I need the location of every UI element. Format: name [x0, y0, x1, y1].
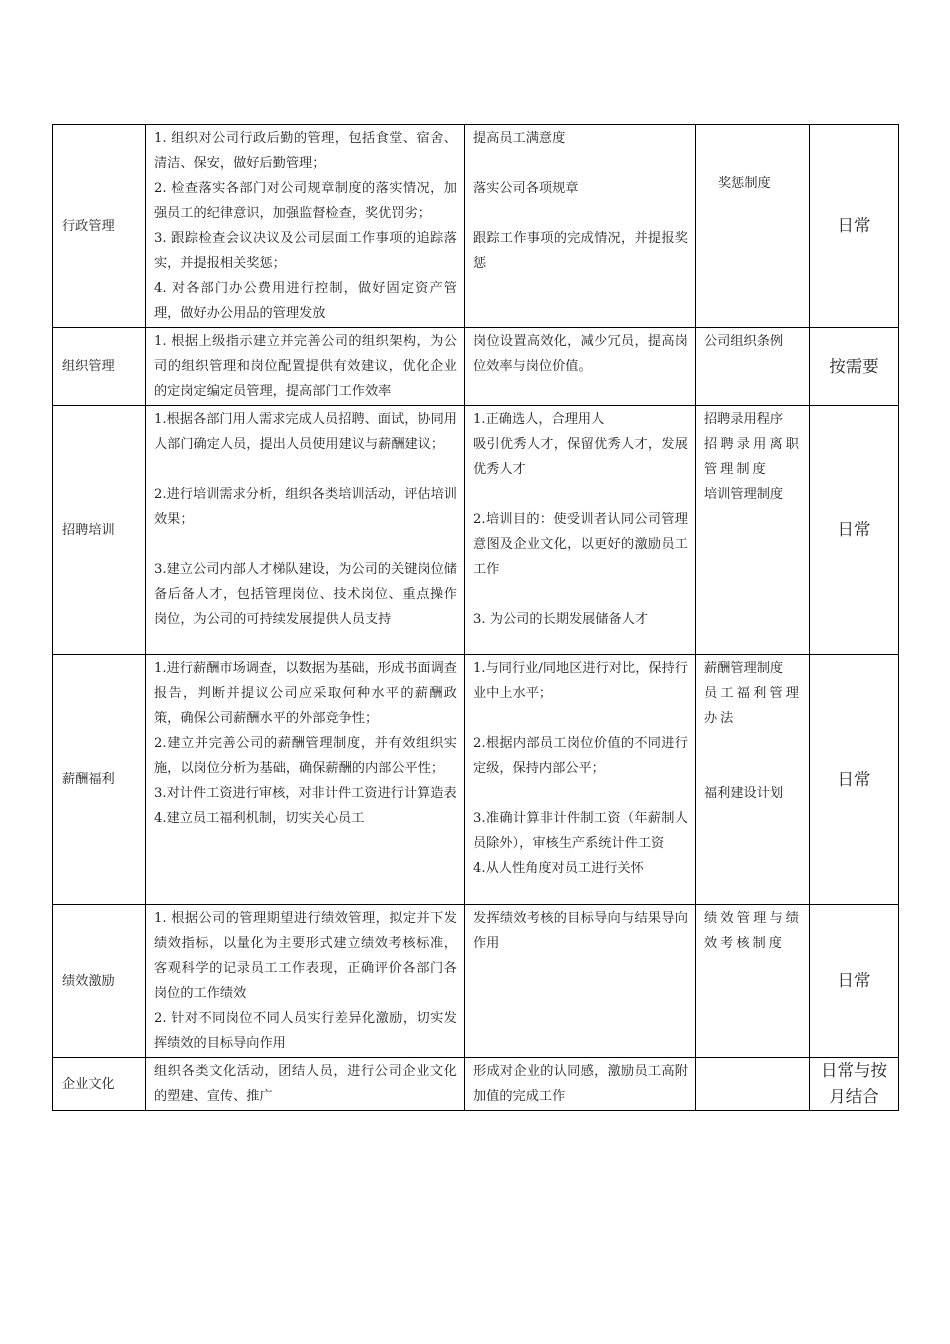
system-line: 福利建设计划: [704, 786, 784, 801]
goal-line: 跟踪工作事项的完成情况，并提报奖惩: [473, 231, 688, 271]
goal-line: 落实公司各项规章: [473, 181, 579, 196]
goal-cell: [465, 1058, 696, 1111]
content-cell: [146, 125, 465, 328]
system-cell: [696, 655, 810, 905]
goal-line: 1.与同行业/同地区进行对比，保持行业中上水平；: [473, 661, 688, 701]
goal-cell: [465, 655, 696, 905]
content-line: 2. 针对不同岗位不同人员实行差异化激励，切实发挥绩效的目标导向作用: [154, 1011, 457, 1051]
table-row: [53, 905, 899, 1058]
frequency-cell: 按需要: [810, 328, 899, 406]
goal-line: 3.准确计算非计件制工资（年薪制人员除外），审核生产系统计件工资: [473, 811, 688, 851]
dept-cell: 绩效激励: [53, 905, 146, 1058]
system-line: 奖惩制度: [718, 176, 771, 191]
goal-cell: [465, 125, 696, 328]
frequency-cell: 日常: [810, 125, 899, 328]
content-line: 1. 根据公司的管理期望进行绩效管理，拟定并下发绩效指标，以量化为主要形式建立绩效考核标准，客观科学的记录员工工作表现，正确评价各部门各岗位的工作绩效: [154, 911, 457, 1001]
system-cell: [696, 905, 810, 1058]
content-line: 组织各类文化活动，团结人员，进行公司企业文化的塑建、宣传、推广: [154, 1064, 457, 1104]
system-line: 薪酬管理制度: [704, 661, 784, 676]
goal-line: 形成对企业的认同感，激励员工高附加值的完成工作: [473, 1064, 688, 1104]
goal-line: 1.正确选人，合理用人: [473, 412, 605, 427]
system-line: 绩效管理与绩效考核制度: [704, 911, 802, 951]
table-row: [53, 125, 899, 328]
content-line: 1. 根据上级指示建立并完善公司的组织架构，为公司的组织管理和岗位配置提供有效建议，优化企业的定岗定编定员管理，提高部门工作效率: [154, 334, 457, 399]
system-line: 公司组织条例: [704, 334, 784, 349]
dept-cell: 招聘培训: [53, 406, 146, 655]
goal-cell: [465, 328, 696, 406]
goal-line: 吸引优秀人才，保留优秀人才，发展优秀人才: [473, 437, 688, 477]
dept-cell: 行政管理: [53, 125, 146, 328]
system-cell: [696, 125, 810, 328]
system-cell: [696, 1058, 810, 1111]
system-cell: [696, 406, 810, 655]
content-line: 1.根据各部门用人需求完成人员招聘、面试，协同用人部门确定人员，提出人员使用建议与薪酬建议；: [154, 412, 457, 452]
content-cell: [146, 905, 465, 1058]
content-cell: [146, 328, 465, 406]
frequency-cell: 日常: [810, 905, 899, 1058]
system-line: 员工福利管理办法: [704, 686, 802, 726]
goal-line: 3. 为公司的长期发展储备人才: [473, 612, 649, 627]
goal-line: 4.从人性角度对员工进行关怀: [473, 861, 644, 876]
system-line: 培训管理制度: [704, 487, 784, 502]
content-line: 4.建立员工福利机制，切实关心员工: [154, 811, 365, 826]
content-line: 1. 组织对公司行政后勤的管理，包括食堂、宿舍、清洁、保安，做好后勤管理；: [154, 131, 457, 171]
goal-cell: [465, 406, 696, 655]
system-line: 招聘录用程序: [704, 412, 784, 427]
content-line: 2.建立并完善公司的薪酬管理制度，并有效组织实施，以岗位分析为基础，确保薪酬的内部公平性；: [154, 736, 457, 776]
dept-cell: 组织管理: [53, 328, 146, 406]
system-cell: [696, 328, 810, 406]
dept-cell: 薪酬福利: [53, 655, 146, 905]
content-cell: [146, 406, 465, 655]
table-row: [53, 1058, 899, 1111]
duty-table: [52, 124, 899, 1111]
dept-cell: 企业文化: [53, 1058, 146, 1111]
frequency-cell: 日常与按月结合: [810, 1058, 899, 1111]
table-row: [53, 655, 899, 905]
content-line: 4. 对各部门办公费用进行控制，做好固定资产管理，做好办公用品的管理发放: [154, 281, 457, 321]
frequency-cell: 日常: [810, 655, 899, 905]
table-row: [53, 406, 899, 655]
content-line: 1.进行薪酬市场调查，以数据为基础，形成书面调查报告，判断并提议公司应采取何种水平的薪酬政策，确保公司薪酬水平的外部竞争性；: [154, 661, 457, 726]
content-line: 3.建立公司内部人才梯队建设，为公司的关键岗位储备后备人才，包括管理岗位、技术岗位、重点操作岗位，为公司的可持续发展提供人员支持: [154, 562, 457, 627]
frequency-cell: 日常: [810, 406, 899, 655]
content-line: 3.对计件工资进行审核，对非计件工资进行计算造表: [154, 786, 457, 801]
content-line: 2. 检查落实各部门对公司规章制度的落实情况，加强员工的纪律意识，加强监督检查，奖优罚劣；: [154, 181, 457, 221]
goal-line: 发挥绩效考核的目标导向与结果导向作用: [473, 911, 688, 951]
goal-line: 2.培训目的：使受训者认同公司管理意图及企业文化，以更好的激励员工工作: [473, 512, 688, 577]
goal-cell: [465, 905, 696, 1058]
system-line: 招聘录用离职管理制度: [704, 437, 802, 477]
goal-line: 提高员工满意度: [473, 131, 566, 146]
content-cell: [146, 1058, 465, 1111]
content-line: 2.进行培训需求分析，组织各类培训活动，评估培训效果；: [154, 487, 457, 527]
goal-line: 2.根据内部员工岗位价值的不同进行定级，保持内部公平；: [473, 736, 688, 776]
goal-line: 岗位设置高效化，减少冗员，提高岗位效率与岗位价值。: [473, 334, 688, 374]
content-line: 3. 跟踪检查会议决议及公司层面工作事项的追踪落实，并提报相关奖惩；: [154, 231, 457, 271]
content-cell: [146, 655, 465, 905]
table-row: [53, 328, 899, 406]
